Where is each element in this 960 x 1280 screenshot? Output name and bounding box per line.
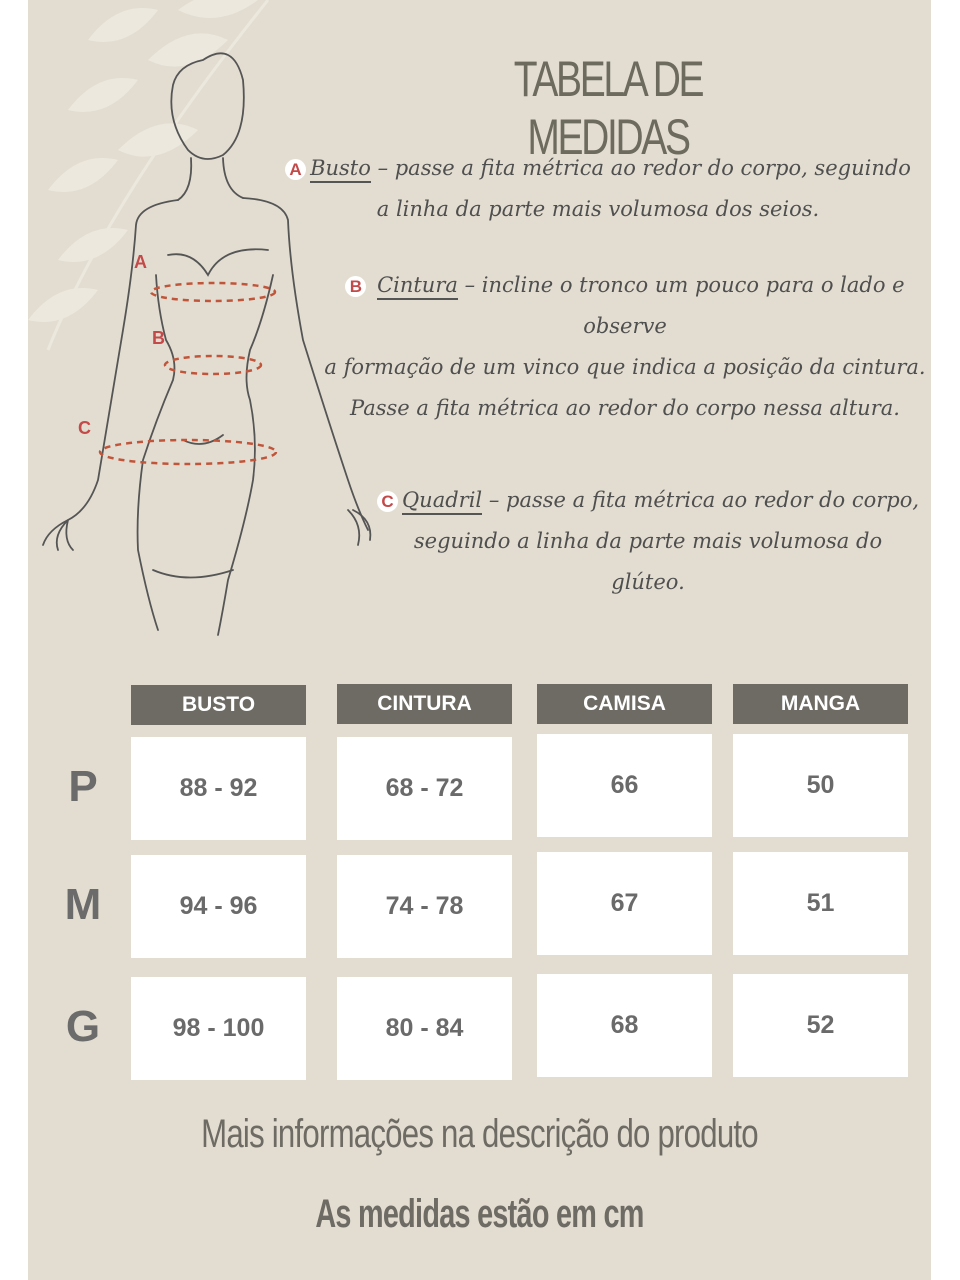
cell-p-busto: 88 - 92	[131, 737, 306, 840]
cell-m-manga: 51	[733, 852, 908, 955]
header-busto: BUSTO	[131, 685, 306, 725]
busto-term: Busto	[310, 156, 371, 183]
size-label-m: M	[64, 880, 102, 929]
page-title: TABELA DE MEDIDAS	[513, 51, 703, 165]
header-cintura: CINTURA	[337, 684, 512, 724]
busto-description	[278, 148, 918, 230]
cell-g-cintura: 80 - 84	[337, 977, 512, 1080]
badge-b: B	[345, 276, 366, 297]
cintura-term: Cintura	[377, 273, 458, 300]
cell-m-camisa: 67	[537, 852, 712, 955]
marker-a-label: A	[134, 252, 147, 272]
size-label-g: G	[65, 1002, 101, 1051]
cell-g-manga: 52	[733, 974, 908, 1077]
quadril-line-3: glúteo.	[611, 570, 685, 594]
size-label-p: P	[68, 762, 98, 811]
busto-line-1: – passe a fita métrica ao redor do corpo, seguindo	[370, 156, 911, 180]
quadril-line-2: seguindo a linha da parte mais volumosa do	[413, 529, 883, 553]
marker-b-label: B	[152, 328, 165, 348]
quadril-description	[368, 480, 928, 603]
size-chart-page	[28, 0, 931, 1280]
header-camisa: CAMISA	[537, 684, 712, 724]
header-manga: MANGA	[733, 684, 908, 724]
badge-a: A	[285, 159, 306, 180]
cell-p-manga: 50	[733, 734, 908, 837]
cell-g-busto: 98 - 100	[131, 977, 306, 1080]
badge-c: C	[377, 491, 398, 512]
cintura-line-3: a formação de um vinco que indica a posição da cintura.	[324, 355, 926, 379]
cell-p-camisa: 66	[537, 734, 712, 837]
cell-g-camisa: 68	[537, 974, 712, 1077]
quadril-line-1: – passe a fita métrica ao redor do corpo,	[482, 488, 920, 512]
info-note: Mais informações na descrição do produto	[201, 1112, 758, 1156]
marker-c-label: C	[78, 418, 91, 438]
cintura-line-2: observe	[583, 314, 667, 338]
cintura-description	[320, 265, 930, 429]
cell-m-busto: 94 - 96	[131, 855, 306, 958]
quadril-term: Quadril	[402, 488, 482, 515]
busto-line-2: a linha da parte mais volumosa dos seios.	[376, 197, 820, 221]
cell-p-cintura: 68 - 72	[337, 737, 512, 840]
cell-m-cintura: 74 - 78	[337, 855, 512, 958]
cintura-line-1: – incline o tronco um pouco para o lado e	[457, 273, 905, 297]
units-note: As medidas estão em cm	[315, 1192, 644, 1236]
cintura-line-4: Passe a fita métrica ao redor do corpo nessa altura.	[350, 396, 900, 420]
